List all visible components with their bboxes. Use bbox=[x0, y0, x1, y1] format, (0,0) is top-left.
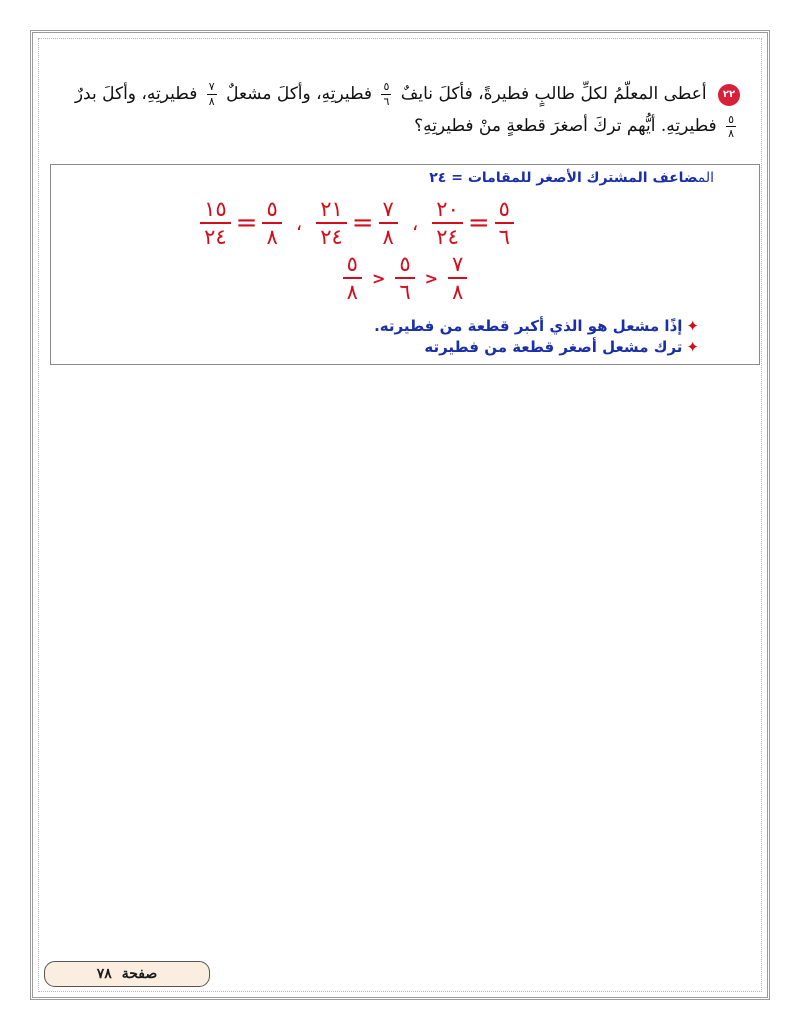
ordering-row bbox=[51, 253, 759, 303]
denominator: ٦ bbox=[383, 95, 390, 108]
equivalent-fractions-row bbox=[3, 198, 711, 248]
denominator: ٨ bbox=[448, 277, 467, 303]
numerator: ٥ bbox=[728, 112, 734, 126]
lcm-text: ضاعف المشترك الأصغر للمقامات = ٢٤ bbox=[429, 170, 698, 186]
star-bullet-icon: ✦ bbox=[686, 317, 699, 335]
fraction-naif bbox=[381, 81, 391, 107]
numerator: ٥ bbox=[399, 252, 411, 276]
numerator: ٥ bbox=[498, 197, 510, 221]
conclusion-2-text: ترك مشعل أصغر قطعة من فطيرته bbox=[424, 338, 683, 356]
page-word: صفحة bbox=[121, 966, 158, 982]
fraction bbox=[262, 198, 281, 248]
denominator: ٢٤ bbox=[200, 222, 231, 248]
problem-number-badge: ٢٢ bbox=[718, 84, 740, 106]
denominator: ٨ bbox=[343, 277, 362, 303]
conclusion-1 bbox=[374, 317, 699, 335]
equals-sign: = bbox=[467, 208, 490, 239]
numerator: ٧ bbox=[452, 252, 464, 276]
fraction bbox=[395, 253, 414, 303]
fraction bbox=[495, 198, 514, 248]
fraction bbox=[448, 253, 467, 303]
page-number-box bbox=[44, 961, 210, 987]
denominator: ٨ bbox=[728, 127, 734, 141]
problem-text-4: فطيرتِهِ. أيُّهم تركَ أصغرَ قطعةٍ منْ فطيرتِهِ؟ bbox=[414, 116, 717, 137]
denominator: ٦ bbox=[495, 222, 514, 248]
fraction-mishal bbox=[207, 81, 217, 107]
conclusion-2 bbox=[424, 338, 699, 356]
page-number: ٧٨ bbox=[96, 966, 112, 982]
fraction bbox=[432, 198, 463, 248]
conclusion-1-text: إذًا مشعل هو الذي أكبر قطعة من فطيرته. bbox=[374, 317, 683, 335]
answer-box bbox=[50, 164, 760, 365]
fraction bbox=[200, 198, 231, 248]
denominator: ٢٤ bbox=[432, 222, 463, 248]
problem-text-2: فطيرتِهِ، وأكلَ مشعلٌ bbox=[226, 84, 373, 104]
separator: ، bbox=[295, 211, 303, 236]
problem-text-3: فطيرتِهِ، وأكلَ بدرٌ bbox=[74, 84, 198, 104]
numerator: ٥ bbox=[266, 197, 278, 221]
problem-statement bbox=[50, 78, 740, 143]
less-than-sign: < bbox=[424, 268, 439, 288]
denominator: ٦ bbox=[395, 277, 414, 303]
denominator: ٢٤ bbox=[316, 222, 347, 248]
lcm-prefix: الم bbox=[697, 170, 714, 186]
fraction bbox=[343, 253, 362, 303]
numerator: ٧ bbox=[208, 80, 215, 94]
numerator: ٧ bbox=[382, 197, 394, 221]
numerator: ٥ bbox=[383, 80, 390, 94]
numerator: ٢١ bbox=[320, 197, 343, 221]
fraction bbox=[316, 198, 347, 248]
star-bullet-icon: ✦ bbox=[686, 338, 699, 356]
denominator: ٨ bbox=[208, 95, 215, 108]
separator: ، bbox=[411, 211, 419, 236]
equals-sign: = bbox=[235, 208, 258, 239]
problem-text-1: أعطى المعلّمُ لكلِّ طالبٍ فطيرةً، فأكلَ نايفٌ bbox=[400, 84, 707, 104]
fraction-badr bbox=[726, 114, 736, 140]
denominator: ٨ bbox=[262, 222, 281, 248]
fraction bbox=[379, 198, 398, 248]
numerator: ٥ bbox=[346, 252, 358, 276]
equals-sign: = bbox=[351, 208, 374, 239]
numerator: ٢٠ bbox=[436, 197, 459, 221]
numerator: ١٥ bbox=[204, 197, 227, 221]
lcm-line bbox=[429, 170, 714, 186]
less-than-sign: < bbox=[371, 268, 386, 288]
denominator: ٨ bbox=[379, 222, 398, 248]
